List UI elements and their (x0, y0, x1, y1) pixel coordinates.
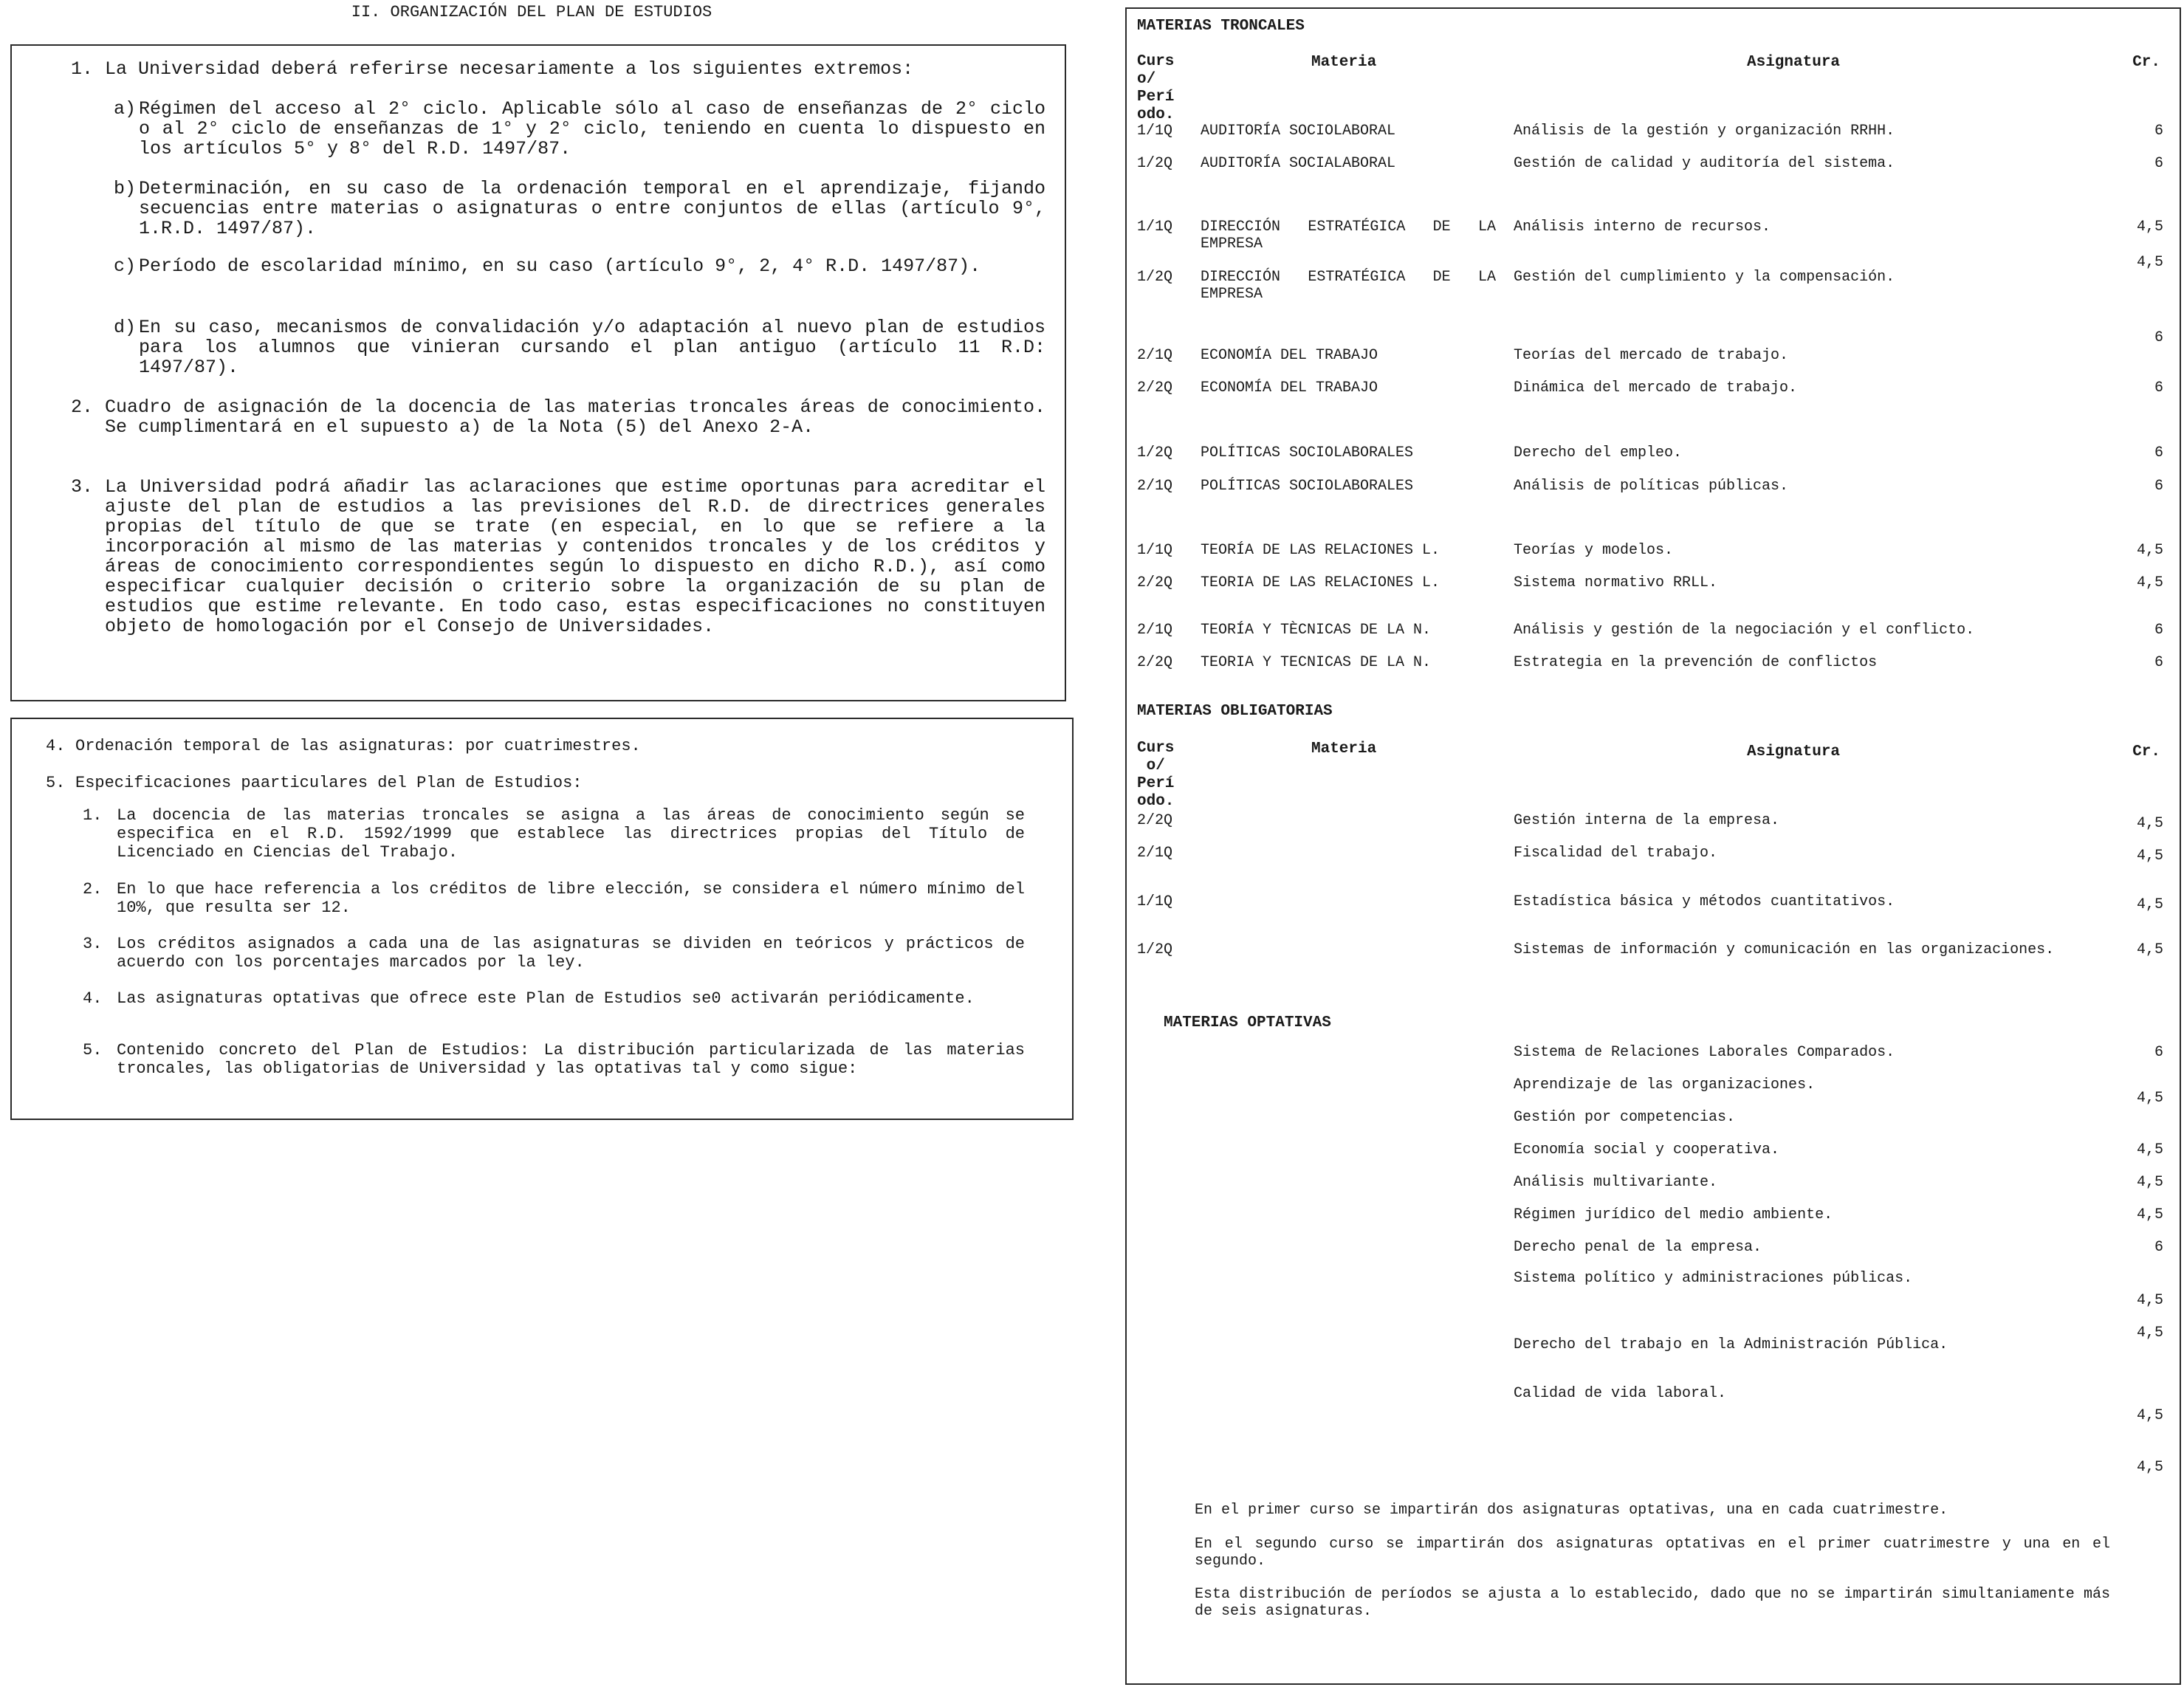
instructions-box (10, 44, 1066, 701)
list-item (1127, 1316, 2163, 1342)
row-cr: 4,5 (2136, 848, 2163, 865)
optativa-name: Análisis multivariante. (1514, 1174, 1718, 1191)
row-curso: 1/1Q (1137, 542, 1173, 559)
optativa-cr: 4,5 (2136, 1325, 2163, 1342)
table-row (1127, 155, 2163, 177)
page-heading: II. ORGANIZACIÓN DEL PLAN DE ESTUDIOS (351, 3, 712, 21)
sub-label: a) (114, 98, 137, 120)
sub-label: c) (114, 255, 137, 277)
row-curso: 1/2Q (1137, 941, 1173, 958)
sub-label: b) (114, 178, 137, 199)
row-curso: 1/2Q (1137, 444, 1173, 461)
row-curso: 2/1Q (1137, 347, 1173, 364)
row-materia: ECONOMÍA DEL TRABAJO (1201, 347, 1378, 364)
row-curso: 2/1Q (1137, 478, 1173, 495)
optativa-name: Régimen jurídico del medio ambiente. (1514, 1206, 1833, 1223)
table-row (1127, 941, 2163, 978)
list-item (1127, 1270, 2163, 1309)
row-materia: DIRECCIÓN ESTRATÉGICA DE LA EMPRESA (1201, 219, 1496, 253)
optativas-note: En el primer curso se impartirán dos asignaturas optativas, una en cada cuatrimestre. (1195, 1502, 1948, 1519)
spec-text: La docencia de las materias troncales se asigna a las áreas de conocimiento según se especifica en el R.D. 1592/1999 que establece las directrices propias del Título de Licenciado en Ciencias del Trabajo. (117, 806, 1025, 862)
spec-number: 5. (83, 1041, 103, 1059)
row-cr: 4,5 (2136, 542, 2163, 559)
list-item (1127, 1174, 2163, 1196)
list-item (1127, 1206, 2163, 1229)
optativas-note: En el segundo curso se impartirán dos asignaturas optativas en el primer cuatrimestre y una en el segundo. (1195, 1536, 2110, 1570)
list-item (1127, 1141, 2163, 1164)
spec-text: Los créditos asignados a cada una de las asignaturas se dividen en teóricos y prácticos de acuerdo con los porcentajes marcados por la ley. (117, 935, 1025, 972)
optativa-cr: 4,5 (2136, 1090, 2163, 1107)
row-asignatura: Dinámica del mercado de trabajo. (1514, 379, 1798, 396)
row-asignatura: Teorías y modelos. (1514, 542, 1674, 559)
instruction-number: 2. (71, 396, 94, 418)
optativa-name: Sistema de Relaciones Laborales Comparados. (1514, 1044, 1895, 1061)
table-row (1127, 845, 2163, 867)
spec-text: Contenido concreto del Plan de Estudios: La distribución particularizada de las materias troncales, las obligatorias de Universidad y las optativas tal y como sigue: (117, 1041, 1025, 1078)
sub-label: d) (114, 317, 137, 338)
row-cr: 6 (2154, 622, 2163, 639)
specifications-box (10, 718, 1074, 1120)
curso-header: Curs o/ Perí odo. (1137, 53, 1175, 123)
row-cr: 6 (2154, 654, 2163, 671)
row-curso: 2/2Q (1137, 574, 1173, 591)
spec-number: 3. (83, 935, 103, 953)
row-curso: 2/1Q (1137, 845, 1173, 862)
table-row (1127, 379, 2163, 402)
row-asignatura: Derecho del empleo. (1514, 444, 1683, 461)
row-cr: 6 (2154, 379, 2163, 396)
table-row (1127, 574, 2163, 597)
optativa-name: Gestión por competencias. (1514, 1109, 1736, 1126)
sub-text: Determinación, en su caso de la ordenación temporal en el aprendizaje, fijando secuencias entre materias o asignaturas o entre conjuntos de ellas (artículo 9°, 1.R.D. 1497/87). (139, 178, 1045, 239)
row-asignatura: Estrategia en la prevención de conflictos (1514, 654, 1878, 671)
row-cr: 6 (2154, 155, 2163, 172)
row-asignatura: Análisis y gestión de la negociación y el conflicto. (1514, 622, 1975, 639)
row-asignatura: Análisis de la gestión y organización RRHH. (1514, 123, 1895, 140)
row-materia: TEORÍA DE LAS RELACIONES L. (1201, 542, 1440, 559)
list-item (1127, 1336, 2163, 1358)
list-item (1127, 1044, 2163, 1066)
item-text: Ordenación temporal de las asignaturas: por cuatrimestres. (75, 737, 641, 755)
asignatura-header: Asignatura (1747, 743, 1841, 760)
optativa-cr: 4,5 (2136, 1206, 2163, 1223)
row-curso: 1/2Q (1137, 269, 1173, 286)
spec-text: En lo que hace referencia a los créditos de libre elección, se considera el número mínimo del 10%, que resulta ser 12. (117, 880, 1025, 917)
row-curso: 1/1Q (1137, 893, 1173, 910)
row-asignatura: Gestión de calidad y auditoría del sistema. (1514, 155, 1895, 172)
row-asignatura: Gestión del cumplimiento y la compensación. (1514, 269, 1895, 286)
row-asignatura: Estadística básica y métodos cuantitativos. (1514, 893, 1895, 910)
item-number: 5. (46, 774, 66, 792)
optativa-name: Derecho del trabajo en la Administración Pública. (1514, 1336, 1948, 1353)
obligatorias-title: MATERIAS OBLIGATORIAS (1137, 703, 1333, 720)
table-row (1127, 893, 2163, 916)
cr-header: Cr. (2132, 54, 2160, 71)
table-row (1127, 478, 2163, 500)
table-row (1127, 812, 2163, 834)
optativa-cr: 6 (2154, 1044, 2163, 1061)
row-materia: AUDITORÍA SOCIALABORAL (1201, 155, 1396, 172)
instruction-text: La Universidad podrá añadir las aclaraciones que estime oportunas para acreditar el ajuste del plan de estudios a las previsiones del R.D. de directrices generales propias del título de que se trate (en especial, en lo que se refiere a la incorporación al mismo de las materias y contenidos troncales y de los créditos y áreas de conocimiento correspondientes según lo dispuesto en dicho R.D.), así como especificar cualquier decisión o criterio sobre la organización de su plan de estudios que estime relevante. En todo caso, estas especificaciones no constituyen objeto de homologación por el Consejo de Universidades. (105, 476, 1045, 637)
row-curso: 2/2Q (1137, 812, 1173, 829)
row-materia: TEORIA Y TECNICAS DE LA N. (1201, 654, 1432, 671)
asignatura-header: Asignatura (1747, 54, 1841, 71)
spec-text: Las asignaturas optativas que ofrece este Plan de Estudios se0 activarán periódicamente. (117, 989, 975, 1008)
row-curso: 2/2Q (1137, 654, 1173, 671)
optativa-cr: 4,5 (2136, 1459, 2163, 1476)
row-cr: 6 (2154, 123, 2163, 140)
row-asignatura: Fiscalidad del trabajo. (1514, 845, 1718, 862)
optativa-name: Economía social y cooperativa. (1514, 1141, 1780, 1158)
instruction-number: 3. (71, 476, 94, 498)
list-item (1127, 1109, 2163, 1131)
sub-text: Régimen del acceso al 2° ciclo. Aplicable sólo al caso de enseñanzas de 2° ciclo o al 2° ciclo de enseñanzas de 1° y 2° ciclo, teniendo en cuenta lo dispuesto en los artículos 5° y 8° del R.D. 1497/87. (139, 98, 1045, 159)
row-curso: 2/1Q (1137, 622, 1173, 639)
table-row (1127, 622, 2163, 644)
curso-header: Curs o/ Perí odo. (1137, 740, 1175, 810)
row-curso: 1/2Q (1137, 155, 1173, 172)
row-asignatura: Análisis de políticas públicas. (1514, 478, 1789, 495)
instruction-text: Cuadro de asignación de la docencia de las materias troncales áreas de conocimiento. Se cumplimentará en el supuesto a) de la Nota (5) del Anexo 2-A. (105, 396, 1045, 438)
sub-text: En su caso, mecanismos de convalidación y/o adaptación al nuevo plan de estudios para los alumnos que vinieran cursando el plan antiguo (artículo 11 R.D: 1497/87). (139, 317, 1045, 378)
list-item (1127, 1459, 2163, 1481)
row-asignatura: Gestión interna de la empresa. (1514, 812, 1780, 829)
table-row (1127, 219, 2163, 255)
table-row (1127, 444, 2163, 467)
list-item (1127, 1076, 2163, 1107)
row-cr: 4,5 (2136, 574, 2163, 591)
row-materia: AUDITORÍA SOCIOLABORAL (1201, 123, 1396, 140)
optativa-name: Derecho penal de la empresa. (1514, 1239, 1762, 1256)
troncales-title: MATERIAS TRONCALES (1137, 18, 1305, 35)
row-cr: 6 (2154, 478, 2163, 495)
row-materia: POLÍTICAS SOCIOLABORALES (1201, 444, 1414, 461)
optativa-cr: 6 (2154, 1239, 2163, 1256)
row-materia: TEORIA DE LAS RELACIONES L. (1201, 574, 1440, 591)
row-curso: 1/1Q (1137, 219, 1173, 236)
table-row (1127, 123, 2163, 145)
row-curso: 1/1Q (1137, 123, 1173, 140)
sub-text: Período de escolaridad mínimo, en su caso (artículo 9°, 2, 4° R.D. 1497/87). (139, 255, 981, 277)
row-materia: DIRECCIÓN ESTRATÉGICA DE LA EMPRESA (1201, 269, 1496, 303)
row-cr: 4,5 (2136, 896, 2163, 913)
row-asignatura: Teorías del mercado de trabajo. (1514, 347, 1789, 364)
optativa-cr: 4,5 (2136, 1141, 2163, 1158)
row-cr: 6 (2154, 329, 2163, 346)
optativa-name: Aprendizaje de las organizaciones. (1514, 1076, 1816, 1093)
row-materia: ECONOMÍA DEL TRABAJO (1201, 379, 1378, 396)
spec-number: 2. (83, 880, 103, 899)
optativa-name: Sistema político y administraciones públicas. (1514, 1270, 1913, 1287)
optativa-cr: 4,5 (2136, 1174, 2163, 1191)
list-item (1127, 1239, 2163, 1261)
materia-header: Materia (1311, 54, 1377, 71)
optativa-name: Calidad de vida laboral. (1514, 1385, 1727, 1402)
materia-header: Materia (1311, 741, 1377, 758)
instruction-number: 1. (71, 58, 94, 80)
list-item (1127, 1385, 2163, 1424)
row-cr: 4,5 (2136, 219, 2163, 236)
row-cr: 6 (2154, 444, 2163, 461)
table-row (1127, 542, 2163, 564)
cr-header: Cr. (2132, 743, 2160, 760)
table-row (1127, 329, 2163, 369)
optativas-title: MATERIAS OPTATIVAS (1164, 1014, 1331, 1031)
row-materia: TEORÍA Y TÈCNICAS DE LA N. (1201, 622, 1432, 639)
row-asignatura: Análisis interno de recursos. (1514, 219, 1771, 236)
row-curso: 2/2Q (1137, 379, 1173, 396)
optativas-note: Esta distribución de períodos se ajusta a lo establecido, dado que no se impartirán simultaniamente más de seis asignaturas. (1195, 1586, 2110, 1620)
optativa-cr: 4,5 (2136, 1407, 2163, 1424)
spec-number: 1. (83, 806, 103, 825)
row-cr: 4,5 (2136, 815, 2163, 832)
item-text: Especificaciones paarticulares del Plan de Estudios: (75, 774, 583, 792)
row-asignatura: Sistemas de información y comunicación en las organizaciones. (1514, 941, 2055, 958)
item-number: 4. (46, 737, 66, 755)
row-cr: 4,5 (2136, 941, 2163, 958)
table-row (1127, 654, 2163, 676)
row-materia: POLÍTICAS SOCIOLABORALES (1201, 478, 1414, 495)
subjects-box (1125, 7, 2181, 1685)
row-cr: 4,5 (2136, 254, 2163, 271)
instruction-text: La Universidad deberá referirse necesariamente a los siguientes extremos: (105, 58, 914, 80)
row-asignatura: Sistema normativo RRLL. (1514, 574, 1718, 591)
table-row (1127, 254, 2163, 306)
optativa-cr: 4,5 (2136, 1292, 2163, 1309)
spec-number: 4. (83, 989, 103, 1008)
